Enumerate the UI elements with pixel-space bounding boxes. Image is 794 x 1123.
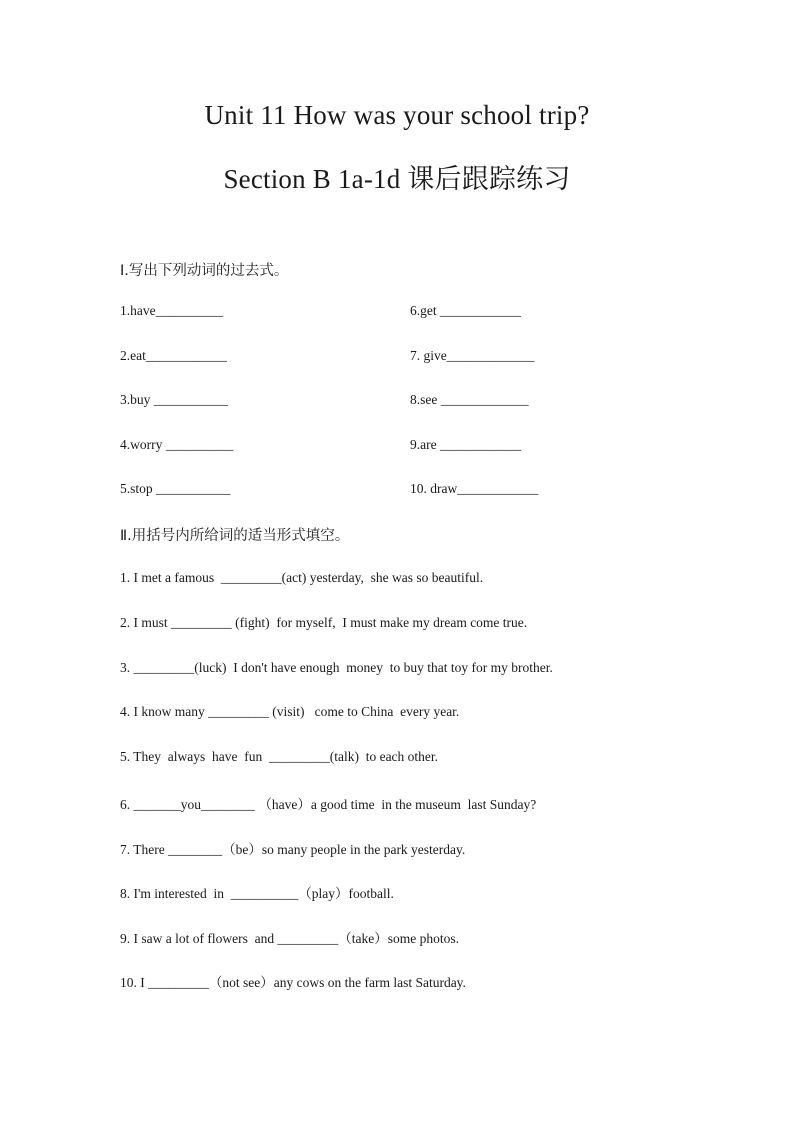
sentence-item-8: 8. I'm interested in __________（play）football. xyxy=(120,886,394,901)
sentence-item-9: 9. I saw a lot of flowers and _________（take）some photos. xyxy=(120,931,459,946)
verb-item-3: 3.buy ___________ xyxy=(120,392,228,407)
verb-item-7: 7. give_____________ xyxy=(410,348,535,363)
section-2-heading: Ⅱ.用括号内所给词的适当形式填空。 xyxy=(120,528,350,544)
verb-item-2: 2.eat____________ xyxy=(120,348,227,363)
sentence-item-7: 7. There ________（be）so many people in the park yesterday. xyxy=(120,842,466,857)
sentence-item-6: 6. _______you________ （have）a good time in the museum last Sunday? xyxy=(120,797,537,812)
verb-item-1: 1.have__________ xyxy=(120,303,224,318)
sentence-item-3: 3. _________(luck) I don't have enough money to buy that toy for my brother. xyxy=(120,660,553,675)
sentence-item-4: 4. I know many _________ (visit) come to China every year. xyxy=(120,704,460,719)
sentence-item-1: 1. I met a famous _________(act) yesterday, she was so beautiful. xyxy=(120,570,484,585)
verb-item-6: 6.get ____________ xyxy=(410,303,521,318)
verb-item-10: 10. draw____________ xyxy=(410,481,539,496)
verb-item-4: 4.worry __________ xyxy=(120,437,234,452)
verb-item-8: 8.see _____________ xyxy=(410,392,529,407)
sentence-item-2: 2. I must _________ (fight) for myself, I must make my dream come true. xyxy=(120,615,528,630)
page-subtitle: Section B 1a-1d 课后跟踪练习 xyxy=(223,164,571,194)
page-title: Unit 11 How was your school trip? xyxy=(204,100,590,130)
verb-item-5: 5.stop ___________ xyxy=(120,481,231,496)
sentence-item-5: 5. They always have fun _________(talk) to each other. xyxy=(120,749,439,764)
section-1-heading: Ⅰ.写出下列动词的过去式。 xyxy=(120,263,289,279)
sentence-item-10: 10. I _________（not see）any cows on the farm last Saturday. xyxy=(120,975,466,990)
verb-item-9: 9.are ____________ xyxy=(410,437,521,452)
